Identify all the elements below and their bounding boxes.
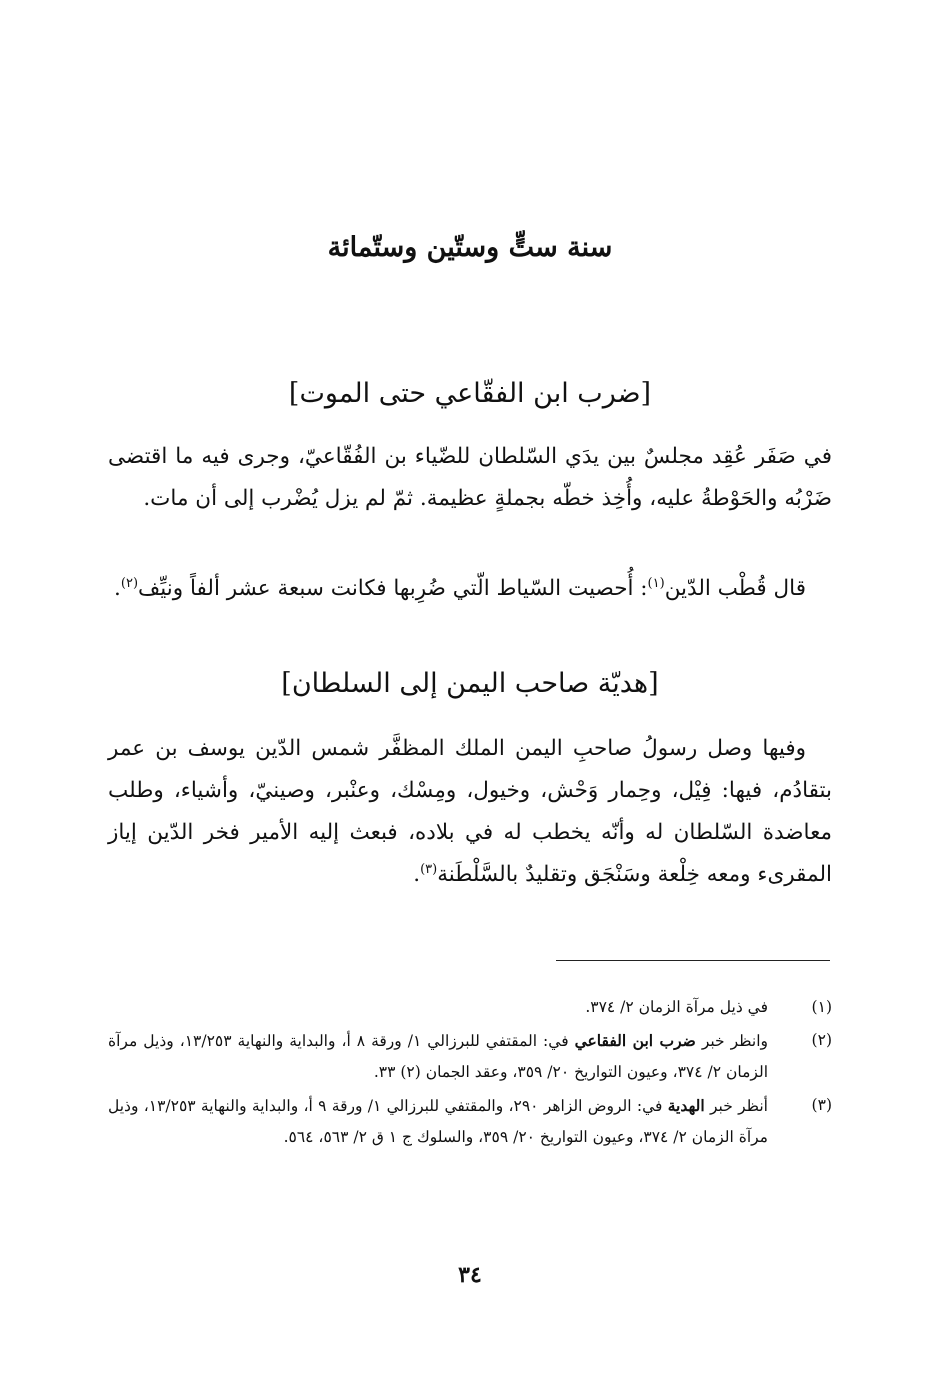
paragraph-text: : أُحصيت السّياط الّتي ضُرِبها فكانت سبعة عشر ألفاً ونيِّف (138, 576, 648, 601)
paragraph-text: . (114, 576, 121, 601)
section-heading-beating: [ضرب ابن الفقّاعي حتى الموت] (288, 378, 652, 409)
footnote-number: (٢) (811, 1031, 832, 1049)
footnote-lead: وانظر خبر (695, 1032, 768, 1050)
paragraph-text: وفيها وصل رسولُ صاحبِ اليمن الملك المظفَّر شمس الدّين يوسف بن عمر بتقادُم، فيها: فِيْل، وحِمار وَحْش، وخيول، ومِسْك، وعنْبر، وصينيّ، وأشياء، وطلب معاضدة السّلطان له وأنّه يخطب له في بلاده، فبعث إليه الأمير فخر الدّين إياز المقرىء ومعه خِلْعة وسَنْجَق وتقليدٌ بالسَّلْطَنة (108, 736, 832, 887)
paragraph-qutb-quote (108, 568, 832, 610)
footnote-text (108, 1090, 768, 1153)
footnotes (108, 992, 832, 1155)
footnote-text: في ذيل مرآة الزمان ٢/ ٣٧٤. (585, 998, 768, 1016)
paragraph-text: قال قُطْب الدّين (664, 576, 806, 601)
footnote-lead: أنظر خبر (704, 1097, 768, 1115)
footnote-ref-2[interactable]: (٢) (120, 575, 139, 591)
footnote-number: (١) (811, 998, 832, 1016)
footnote-subject: ضرب ابن الفقاعي (574, 1031, 696, 1050)
footnote-sources: في: المقتفي للبرزالي ١/ ورقة ٨ أ، والبداية والنهاية ١٣/٢٥٣، وذيل مرآة الزمان ٢/ ٣٧٤، وعيون التواريخ ٢٠/ ٣٥٩، وعقد الجمان (٢) ٣٣. (108, 1032, 768, 1081)
footnote-subject: الهدية (667, 1096, 705, 1115)
year-title: سنة ستٍّ وستّين وستّمائة (327, 232, 613, 263)
section-heading-gift: [هديّة صاحب اليمن إلى السلطان] (281, 668, 659, 699)
footnote-2 (108, 1025, 832, 1088)
paragraph-text: . (413, 862, 421, 887)
footnote-1 (108, 992, 832, 1023)
paragraph-text: في صَفَر عُقِد مجلسٌ بين يدَي السّلطان للضّياء بن الفُقّاعيّ، وجرى فيه ما اقتضى ضَرْبُه والحَوْطةُ عليه، وأُخِذ خطّه بجملةٍ عظيمة. ثمّ لم يزل يُضْرب إلى أن مات. (108, 444, 832, 511)
paragraph-gift (108, 728, 832, 896)
page-number: ٣٤ (458, 1262, 482, 1288)
paragraph-beating (108, 436, 832, 520)
footnote-ref-3[interactable]: (٣) (420, 861, 438, 877)
footnote-3 (108, 1090, 832, 1153)
footnote-sources: في: الروض الزاهر ٢٩٠، والمقتفي للبرزالي ١/ ورقة ٩ أ، والبداية والنهاية ١٣/٢٥٣، وذيل مرآة الزمان ٢/ ٣٧٤، وعيون التواريخ ٢٠/ ٣٥٩، والسلوك ج ١ ق ٢/ ٥٦٣، ٥٦٤. (108, 1097, 768, 1146)
footnote-ref-1[interactable]: (١) (647, 575, 665, 591)
footnote-divider (556, 960, 830, 961)
footnote-text (108, 1025, 768, 1088)
footnote-number: (٣) (811, 1096, 832, 1114)
